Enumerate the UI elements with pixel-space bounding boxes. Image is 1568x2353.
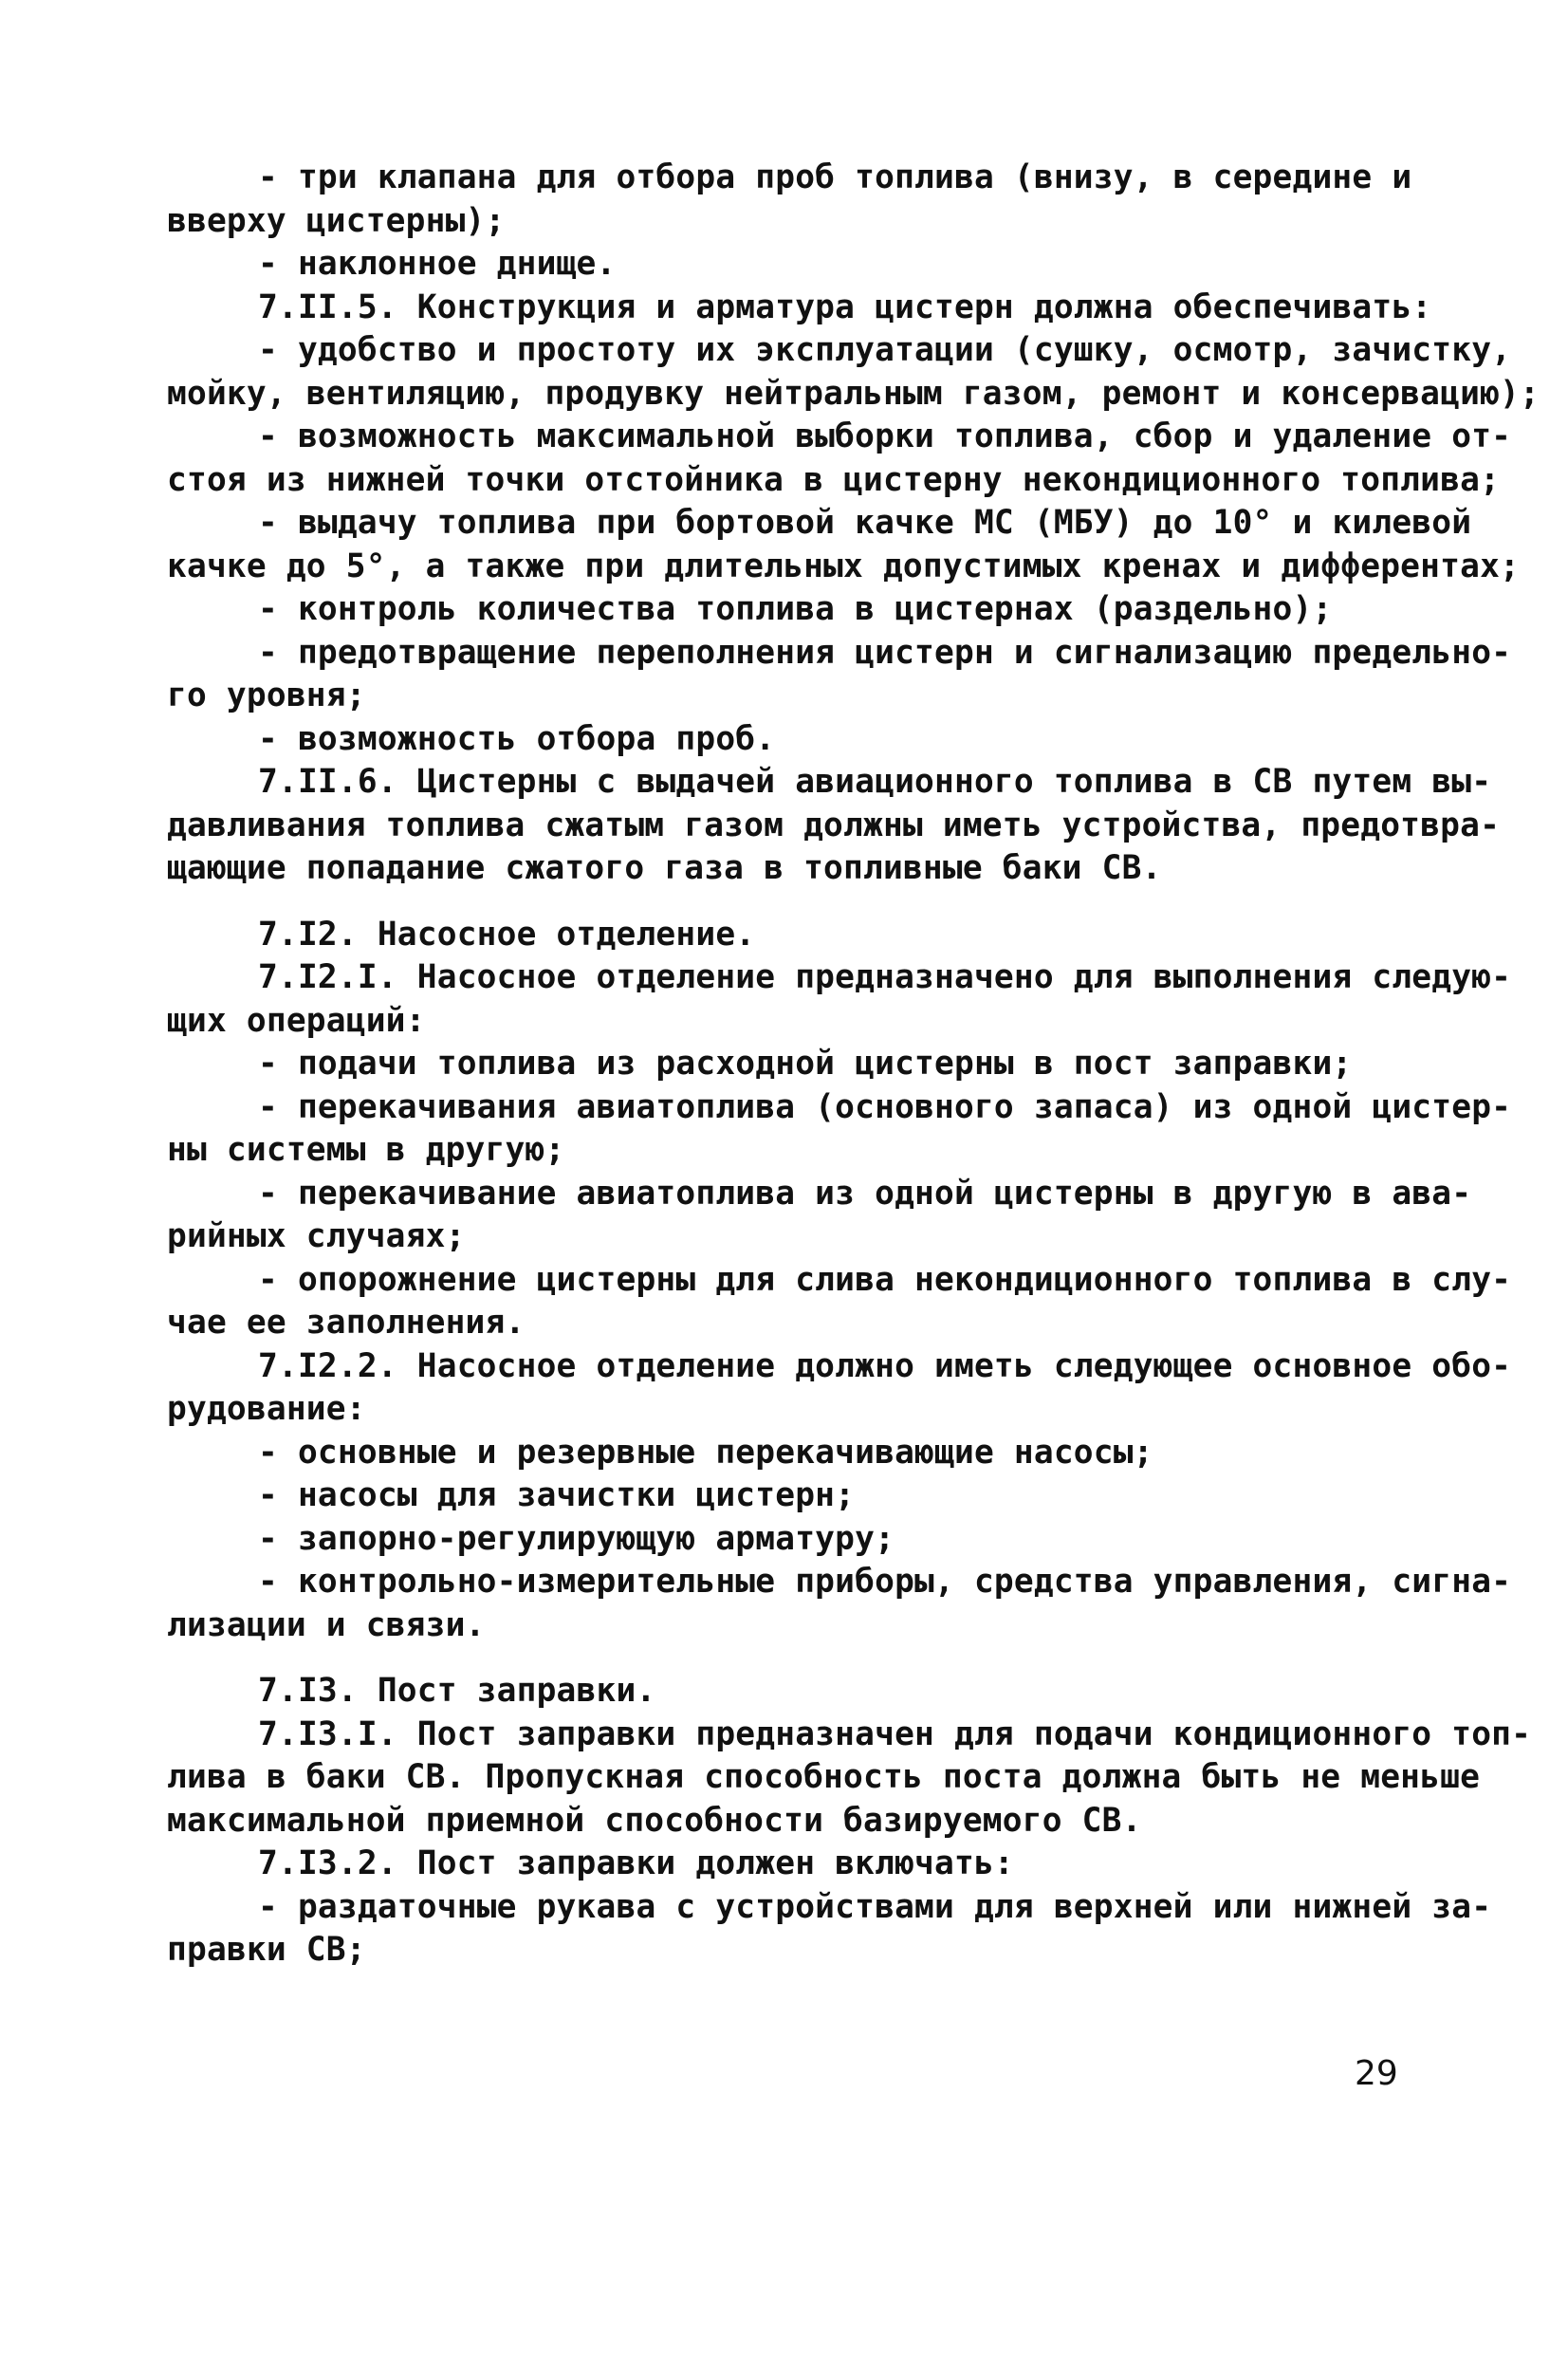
list-item-line: - перекачивания авиатоплива (основного запаса) из одной цистер- bbox=[258, 1087, 1512, 1126]
text-line: ны системы в другую; bbox=[167, 1131, 565, 1169]
list-item-line: - опорожнение цистерны для слива некондиционного топлива в слу- bbox=[258, 1260, 1512, 1299]
list-item-line: - перекачивание авиатоплива из одной цистерны в другую в ава- bbox=[258, 1174, 1472, 1213]
list-item-line: - основные и резервные перекачивающие насосы; bbox=[258, 1433, 1153, 1472]
section-line: 7.I2.I. Насосное отделение предназначено для выполнения следую- bbox=[258, 958, 1512, 996]
section-line: 7.I3.I. Пост заправки предназначен для подачи кондиционного топ- bbox=[258, 1714, 1532, 1753]
list-item-line: - выдачу топлива при бортовой качке МС (МБУ) до 10° и килевой bbox=[258, 504, 1472, 542]
text-line: чае ее заполнения. bbox=[167, 1304, 526, 1342]
text-line: лизации и связи. bbox=[167, 1605, 486, 1644]
list-item-line: - наклонное днище. bbox=[258, 245, 617, 283]
text-line: давливания топлива сжатым газом должны иметь устройства, предотвра- bbox=[167, 806, 1501, 844]
text-line: лива в баки СВ. Пропускная способность поста должна быть не меньше bbox=[167, 1758, 1481, 1796]
list-item-line: - раздаточные рукава с устройствами для верхней или нижней за- bbox=[258, 1887, 1492, 1926]
text-line: щих операций: bbox=[167, 1001, 426, 1040]
text-line: максимальной приемной способности базируемого СВ. bbox=[167, 1801, 1142, 1840]
section-line: 7.II.6. Цистерны с выдачей авиационного топлива в СВ путем вы- bbox=[258, 763, 1492, 801]
list-item-line: - возможность отбора проб. bbox=[258, 719, 776, 758]
text-line: вверху цистерны); bbox=[167, 201, 506, 240]
list-item-line: - подачи топлива из расходной цистерны в пост заправки; bbox=[258, 1045, 1353, 1083]
section-line: 7.II.5. Конструкция и арматура цистерн должна обеспечивать: bbox=[258, 287, 1432, 326]
list-item-line: - контроль количества топлива в цистернах (раздельно); bbox=[258, 590, 1333, 628]
text-line: правки СВ; bbox=[167, 1931, 366, 1969]
page-number: 29 bbox=[1355, 2054, 1398, 2093]
paragraph-gap bbox=[167, 1647, 1429, 1670]
list-item-line: - три клапана для отбора проб топлива (внизу, в середине и bbox=[258, 158, 1412, 196]
text-line: качке до 5°, а также при длительных допустимых кренах и дифферентах; bbox=[167, 547, 1521, 585]
list-item-line: - насосы для зачистки цистерн; bbox=[258, 1476, 856, 1514]
text-line: мойку, вентиляцию, продувку нейтральным газом, ремонт и консервацию); bbox=[167, 374, 1540, 413]
section-line: 7.I3. Пост заправки. bbox=[258, 1672, 656, 1710]
list-item-line: - предотвращение переполнения цистерн и сигнализацию предельно- bbox=[258, 633, 1512, 672]
list-item-line: - удобство и простоту их эксплуатации (сушку, осмотр, зачистку, bbox=[258, 331, 1512, 369]
section-line: 7.I2.2. Насосное отделение должно иметь следующее основное обо- bbox=[258, 1346, 1512, 1385]
text-line: стоя из нижней точки отстойника в цистерну некондиционного топлива; bbox=[167, 460, 1501, 499]
paragraph-gap bbox=[167, 891, 1429, 914]
body-text bbox=[167, 157, 1540, 1973]
section-line: 7.I3.2. Пост заправки должен включать: bbox=[258, 1844, 1014, 1882]
text-line: рудование: bbox=[167, 1390, 366, 1428]
list-item-line: - контрольно-измерительные приборы, средства управления, сигна- bbox=[258, 1563, 1512, 1601]
section-line: 7.I2. Насосное отделение. bbox=[258, 915, 756, 954]
text-line: го уровня; bbox=[167, 676, 366, 714]
list-item-line: - возможность максимальной выборки топлива, сбор и удаление от- bbox=[258, 417, 1512, 455]
list-item-line: - запорно-регулирующую арматуру; bbox=[258, 1519, 895, 1558]
text-line: рийных случаях; bbox=[167, 1217, 466, 1255]
text-line: щающие попадание сжатого газа в топливные баки СВ. bbox=[167, 849, 1162, 887]
